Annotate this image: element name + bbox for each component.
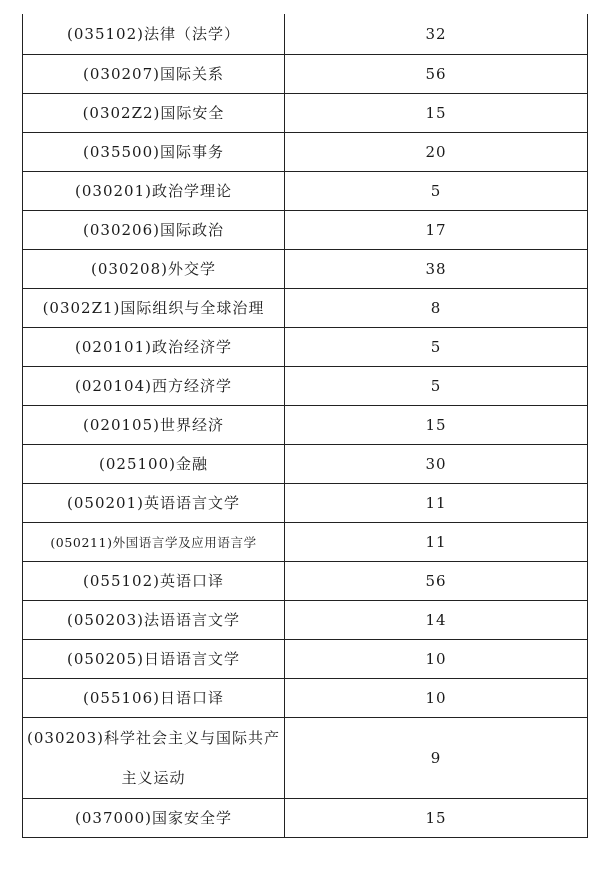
table-row [23, 405, 588, 444]
table-row [23, 249, 588, 288]
count-cell: 56 [285, 54, 588, 93]
count-cell: 17 [285, 210, 588, 249]
major-cell: (055106)日语口译 [23, 678, 285, 717]
major-cell: (050201)英语语言文学 [23, 483, 285, 522]
count-cell: 5 [285, 171, 588, 210]
count-cell: 38 [285, 249, 588, 288]
count-cell: 8 [285, 288, 588, 327]
major-cell: (037000)国家安全学 [23, 798, 285, 837]
table-row [23, 717, 588, 798]
major-cell: (0302Z1)国际组织与全球治理 [23, 288, 285, 327]
table-row [23, 444, 588, 483]
table-row [23, 483, 588, 522]
major-cell: (055102)英语口译 [23, 561, 285, 600]
major-cell: (035500)国际事务 [23, 132, 285, 171]
count-cell: 5 [285, 327, 588, 366]
major-cell: (050203)法语语言文学 [23, 600, 285, 639]
major-cell: (020104)西方经济学 [23, 366, 285, 405]
major-cell: (035102)法律（法学） [23, 14, 285, 54]
major-cell: (020105)世界经济 [23, 405, 285, 444]
count-cell: 9 [285, 717, 588, 798]
count-cell: 11 [285, 522, 588, 561]
table-row [23, 678, 588, 717]
table-row [23, 171, 588, 210]
table-row [23, 14, 588, 54]
count-cell: 10 [285, 678, 588, 717]
enrollment-table [22, 14, 588, 838]
table-row [23, 54, 588, 93]
count-cell: 56 [285, 561, 588, 600]
major-cell: (0302Z2)国际安全 [23, 93, 285, 132]
major-cell: (030207)国际关系 [23, 54, 285, 93]
table-row [23, 327, 588, 366]
table-row [23, 288, 588, 327]
count-cell: 15 [285, 798, 588, 837]
table-row [23, 93, 588, 132]
table-row [23, 639, 588, 678]
major-cell: (020101)政治经济学 [23, 327, 285, 366]
count-cell: 15 [285, 93, 588, 132]
count-cell: 20 [285, 132, 588, 171]
major-cell: (050211)外国语言学及应用语言学 [23, 522, 285, 561]
table-row [23, 600, 588, 639]
major-cell: (050205)日语语言文学 [23, 639, 285, 678]
table-row [23, 561, 588, 600]
table-row [23, 210, 588, 249]
table-row [23, 522, 588, 561]
count-cell: 10 [285, 639, 588, 678]
table-row [23, 132, 588, 171]
major-cell: (030206)国际政治 [23, 210, 285, 249]
major-cell: (030208)外交学 [23, 249, 285, 288]
count-cell: 15 [285, 405, 588, 444]
enrollment-table-container [22, 14, 587, 838]
table-row [23, 366, 588, 405]
count-cell: 5 [285, 366, 588, 405]
major-cell: (025100)金融 [23, 444, 285, 483]
count-cell: 14 [285, 600, 588, 639]
major-cell: (030201)政治学理论 [23, 171, 285, 210]
count-cell: 11 [285, 483, 588, 522]
count-cell: 32 [285, 14, 588, 54]
count-cell: 30 [285, 444, 588, 483]
major-cell: (030203)科学社会主义与国际共产主义运动 [23, 717, 285, 798]
table-row [23, 798, 588, 837]
